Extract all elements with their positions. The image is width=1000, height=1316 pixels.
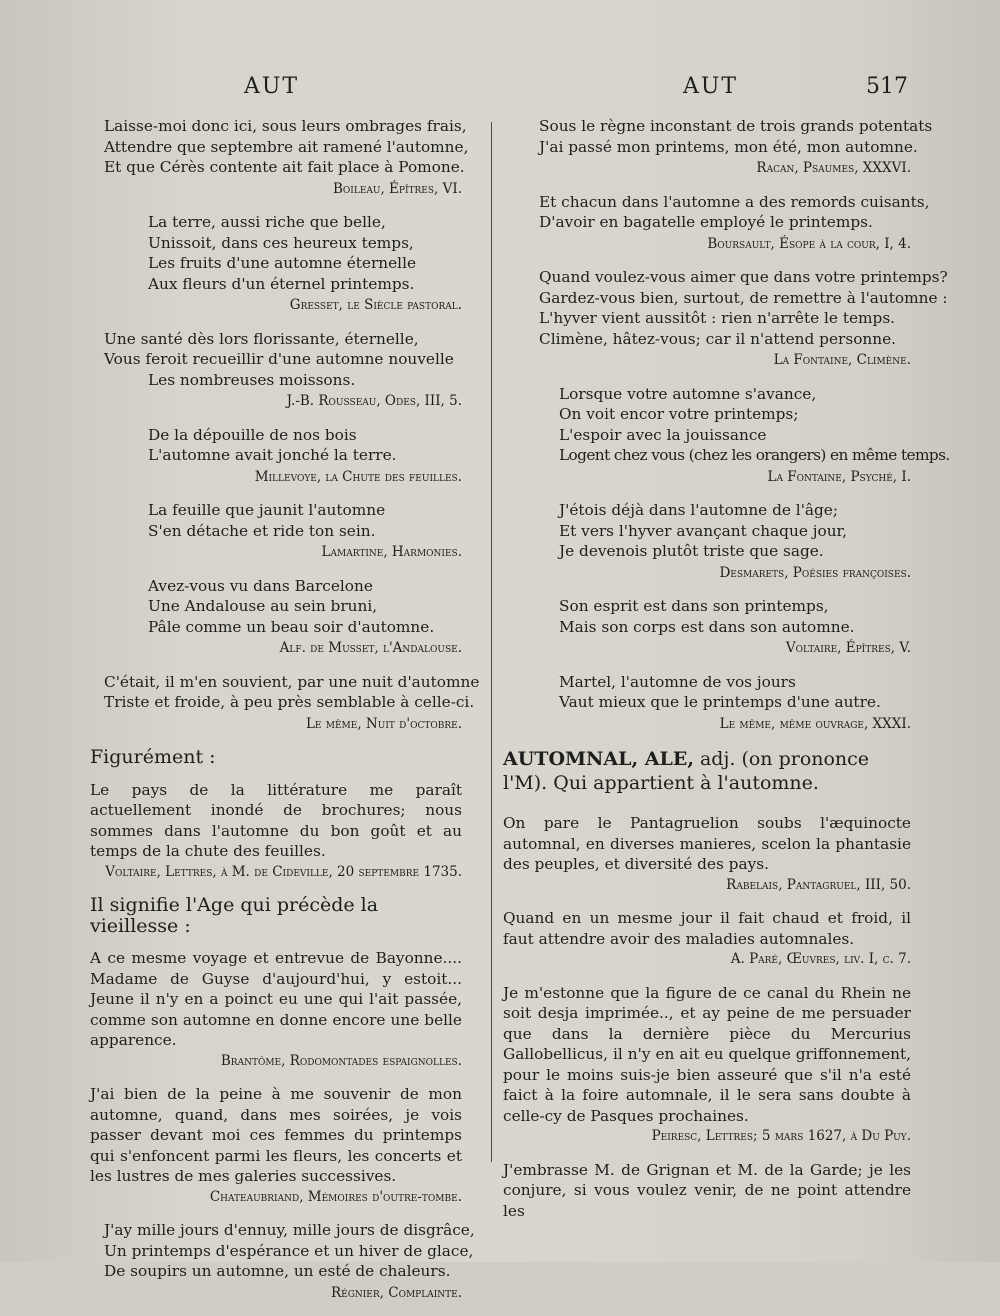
verse-line: Sous le règne inconstant de trois grands potentats <box>539 117 933 135</box>
citation: Voltaire, Épîtres, V. <box>785 640 911 656</box>
verse-line: D'avoir en bagatelle employé le printemps. <box>539 213 873 231</box>
verse-line: Et vers l'hyver avançant chaque jour, <box>559 521 848 540</box>
column-divider <box>491 122 492 1162</box>
verse-line: Je devenois plutôt triste que sage. <box>559 542 824 560</box>
quote-block <box>503 384 950 488</box>
verse-line: Laisse-moi donc ici, sous leurs ombrages frais, <box>104 117 467 135</box>
dictionary-entry-heading <box>503 747 911 795</box>
verse-line: Avez-vous vu dans Barcelone <box>148 576 373 595</box>
quote-block <box>503 596 911 659</box>
verse-line: Attendre que septembre ait ramené l'automne, <box>104 137 469 156</box>
quote-block <box>90 500 462 563</box>
citation: Peiresc, Lettres; 5 mars 1627, à Du Puy. <box>651 1128 911 1144</box>
verse-line: Mais son corps est dans son automne. <box>559 617 855 636</box>
prose-text: J'embrasse M. de Grignan et M. de la Garde; je les conjure, si vous voulez venir, de ne point attendre les <box>503 1160 911 1220</box>
citation: Rabelais, Pantagruel, III, 50. <box>726 876 911 893</box>
citation: Desmarets, Poésies françoises. <box>719 564 911 581</box>
verse-line: Pâle comme un beau soir d'automne. <box>148 617 435 636</box>
citation: Voltaire, Lettres, à M. de Cideville, 20 septembre 1735. <box>105 863 462 880</box>
citation: Lamartine, Harmonies. <box>321 544 462 560</box>
right-column <box>503 116 950 1234</box>
citation: Chateaubriand, Mémoires d'outre-tombe. <box>209 1188 462 1205</box>
verse-line: Martel, l'automne de vos jours <box>559 672 796 691</box>
verse-line: Gardez-vous bien, surtout, de remettre à l'automne : <box>539 288 948 307</box>
verse-line: J'étois déjà dans l'automne de l'âge; <box>559 501 839 519</box>
citation: Alf. de Musset, l'Andalouse. <box>279 640 462 656</box>
quote-block <box>503 267 948 371</box>
prose-text: Quand en un mesme jour il fait chaud et froid, il faut attendre avoir des maladies automnales. <box>503 909 911 948</box>
verse-line: Son esprit est dans son printemps, <box>559 597 829 615</box>
verse-line: J'ai passé mon printems, mon été, mon automne. <box>539 137 918 156</box>
verse-line: L'automne avait jonché la terre. <box>148 446 397 464</box>
left-running-head: AUT <box>244 74 300 99</box>
citation: Gresset, le Siècle pastoral. <box>289 297 462 313</box>
headword: AUTOMNAL, ALE, <box>503 748 694 770</box>
citation: Le même, même ouvrage, XXXI. <box>719 715 911 732</box>
quote-block <box>90 116 469 199</box>
citation: Millevoye, la Chute des feuilles. <box>254 468 462 485</box>
prose-quote <box>503 1160 911 1222</box>
prose-text: A ce mesme voyage et entrevue de Bayonne.... Madame de Guyse d'aujourd'hui, y estoit... Jeune il n'y en a poinct eu une qui l'ait passée, comme son automne en donne encore une belle apparence. <box>90 949 462 1049</box>
section-heading-figurement: Figurément : <box>90 746 216 768</box>
verse-line: L'espoir avec la jouissance <box>559 425 767 444</box>
prose-quote <box>503 813 911 895</box>
verse-line: Une Andalouse au sein bruni, <box>148 597 378 615</box>
verse-line: Quand voulez-vous aimer que dans votre printemps? <box>539 268 948 286</box>
quote-block <box>90 212 462 316</box>
verse-line: J'ay mille jours d'ennuy, mille jours de disgrâce, <box>104 1221 475 1239</box>
verse-line: Et que Cérès contente ait fait place à Pomone. <box>104 158 465 176</box>
verse-line: Unissoit, dans ces heureux temps, <box>148 233 414 252</box>
prose-quote <box>90 948 462 1071</box>
verse-line: Logent chez vous (chez les orangers) en même temps. <box>559 446 950 464</box>
citation: Régnier, Complainte. <box>330 1284 462 1301</box>
prose-text: Le pays de la littérature me paraît actuellement inondé de brochures; nous sommes dans l'automne du bon goût et au temps de la chute des feuilles. <box>90 780 462 860</box>
verse-line: On voit encor votre printemps; <box>559 405 799 423</box>
quote-block <box>90 672 480 735</box>
quote-block <box>90 425 462 488</box>
verse-line: Lorsque votre automne s'avance, <box>559 384 817 403</box>
verse-line: Les fruits d'une automne éternelle <box>148 254 417 272</box>
prose-quote <box>90 1084 462 1207</box>
verse-line: De soupirs un automne, un esté de chaleurs. <box>104 1262 451 1280</box>
prose-quote <box>503 983 911 1147</box>
verse-line: S'en détache et ride ton sein. <box>148 521 376 540</box>
citation: La Fontaine, Psyché, I. <box>767 468 911 485</box>
verse-line: De la dépouille de nos bois <box>148 425 357 444</box>
page-number: 517 <box>866 74 908 99</box>
verse-line: Climène, hâtez-vous; car il n'attend personne. <box>539 329 897 348</box>
quote-block <box>503 500 911 583</box>
verse-line: C'était, il m'en souvient, par une nuit d'automne <box>104 672 480 691</box>
verse-line: La terre, aussi riche que belle, <box>148 213 386 231</box>
verse-line: Vous feroit recueillir d'une automne nouvelle <box>104 350 454 368</box>
verse-line: La feuille que jaunit l'automne <box>148 501 386 519</box>
citation: Racan, Psaumes, XXXVI. <box>756 160 911 176</box>
verse-line: Les nombreuses moissons. <box>148 370 356 389</box>
verse-line: Et chacun dans l'automne a des remords cuisants, <box>539 192 930 211</box>
verse-line: Aux fleurs d'un éternel printemps. <box>148 274 415 293</box>
verse-line: L'hyver vient aussitôt : rien n'arrête le temps. <box>539 309 896 327</box>
prose-quote <box>503 908 911 970</box>
right-running-head: AUT <box>683 74 739 99</box>
citation: J.-B. Rousseau, Odes, III, 5. <box>286 393 462 409</box>
prose-text: On pare le Pantagruelion soubs l'æquinocte automnal, en diverses manieres, scelon la phantasie des peuples, et diversité des pays. <box>503 814 911 873</box>
prose-text: J'ai bien de la peine à me souvenir de mon automne, quand, dans mes soirées, je vois passer devant moi ces femmes du printemps qui s'enfoncent parmi les fleurs, les concerts et les lustres de mes galeries successives. <box>90 1085 462 1185</box>
citation: Brantôme, Rodomontades espaignolles. <box>220 1052 462 1069</box>
prose-quote <box>90 780 462 883</box>
quote-block <box>503 116 933 179</box>
quote-block <box>90 576 462 659</box>
prose-text: Je m'estonne que la figure de ce canal du Rhein ne soit desja imprimée.., et ay peine de me persuader que dans la dernière pièce du Mercurius Gallobellicus, il n'y en ait eu quelque griffonnement, pour le moins suis-je bien asseuré que s'il n'a esté faict à la foire automnale, il le sera sans doubte à celle-cy de Pasques prochaines. <box>503 983 911 1125</box>
citation: Le même, Nuit d'octobre. <box>305 715 462 732</box>
quote-block <box>503 672 911 735</box>
left-column <box>90 116 480 1316</box>
verse-line: Vaut mieux que le printemps d'une autre. <box>559 693 881 711</box>
verse-line: Un printemps d'espérance et un hiver de glace, <box>104 1241 474 1260</box>
verse-line: Une santé dès lors florissante, éternelle, <box>104 329 419 348</box>
quote-block <box>90 329 462 412</box>
citation: La Fontaine, Climène. <box>773 352 911 368</box>
quote-block <box>503 192 930 255</box>
citation: Boileau, Épîtres, VI. <box>332 180 462 197</box>
section-heading-age: Il signifie l'Age qui précède la vieillesse : <box>90 894 379 937</box>
headword-definition: adj. (on prononce l'M). Qui appartient à l'automne. <box>503 748 870 794</box>
verse-line: Triste et froide, à peu près semblable à celle-ci. <box>104 693 475 711</box>
citation: Boursault, Ésope à la cour, I, 4. <box>707 235 911 252</box>
citation: A. Paré, Œuvres, liv. I, c. 7. <box>730 951 911 967</box>
